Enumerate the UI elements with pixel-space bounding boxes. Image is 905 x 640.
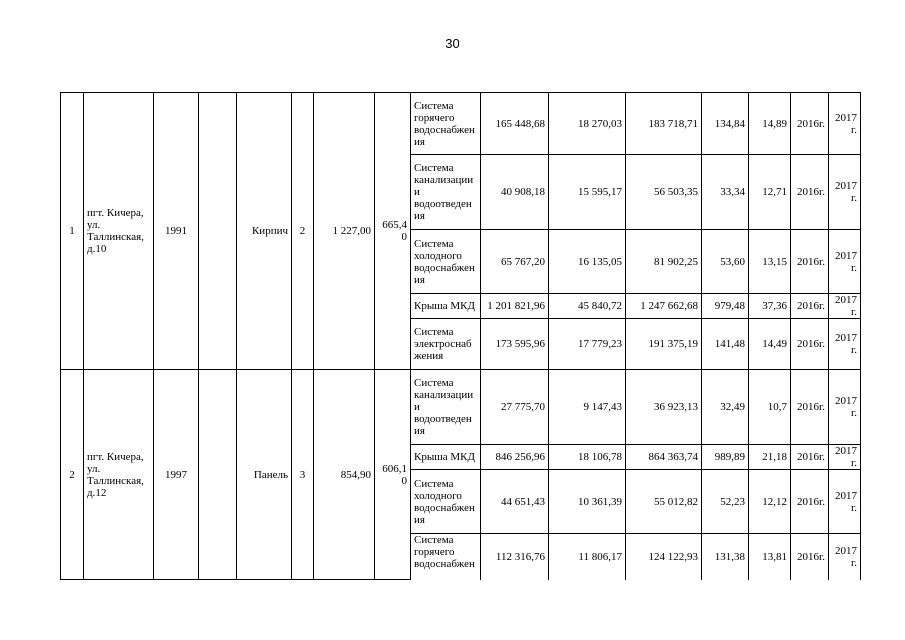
house-floors: 2 (292, 93, 314, 370)
house-address: пгт. Кичера, ул. Таллинская, д.12 (84, 370, 154, 580)
system-extra: 18 106,78 (549, 445, 626, 470)
system-per-m2: 141,48 (702, 319, 749, 370)
page-number: 30 (445, 36, 460, 51)
system-start-year: 2016г. (791, 370, 829, 445)
system-cost: 173 595,96 (481, 319, 549, 370)
system-extra: 10 361,39 (549, 470, 626, 534)
repair-program-table (60, 92, 861, 580)
house-number: 1 (61, 93, 84, 370)
system-pct: 12,71 (749, 155, 791, 230)
system-extra: 9 147,43 (549, 370, 626, 445)
system-pct: 21,18 (749, 445, 791, 470)
system-total: 1 247 662,68 (626, 294, 702, 319)
system-cost: 27 775,70 (481, 370, 549, 445)
house-area-total: 1 227,00 (314, 93, 375, 370)
house-wall-material: Панель (237, 370, 292, 580)
system-pct: 12,12 (749, 470, 791, 534)
system-start-year: 2016г. (791, 534, 829, 580)
house-blank-cell (199, 93, 237, 370)
system-end-year: 2017г. (829, 319, 861, 370)
system-cost: 44 651,43 (481, 470, 549, 534)
system-cost: 846 256,96 (481, 445, 549, 470)
system-end-year: 2017г. (829, 470, 861, 534)
system-per-m2: 979,48 (702, 294, 749, 319)
system-end-year: 2017г. (829, 155, 861, 230)
system-end-year: 2017г. (829, 534, 861, 580)
system-name: Система электроснаб жения (411, 319, 481, 370)
system-start-year: 2016г. (791, 445, 829, 470)
system-end-year: 2017г. (829, 294, 861, 319)
system-pct: 13,81 (749, 534, 791, 580)
system-pct: 37,36 (749, 294, 791, 319)
house-year: 1997 (154, 370, 199, 580)
system-start-year: 2016г. (791, 155, 829, 230)
system-extra: 11 806,17 (549, 534, 626, 580)
system-total: 124 122,93 (626, 534, 702, 580)
system-per-m2: 134,84 (702, 93, 749, 155)
system-name: Система горячего водоснабжен ия (411, 93, 481, 155)
system-start-year: 2016г. (791, 319, 829, 370)
system-per-m2: 32,49 (702, 370, 749, 445)
system-total: 864 363,74 (626, 445, 702, 470)
system-name: Крыша МКД (411, 294, 481, 319)
house-wall-material: Кирпич (237, 93, 292, 370)
system-cost: 65 767,20 (481, 230, 549, 294)
system-per-m2: 33,34 (702, 155, 749, 230)
house-number: 2 (61, 370, 84, 580)
house-area-living: 606,10 (375, 370, 411, 580)
system-extra: 18 270,03 (549, 93, 626, 155)
house-area-total: 854,90 (314, 370, 375, 580)
system-start-year: 2016г. (791, 93, 829, 155)
system-end-year: 2017г. (829, 445, 861, 470)
system-total: 56 503,35 (626, 155, 702, 230)
system-total: 55 012,82 (626, 470, 702, 534)
system-name: Система канализации и водоотведен ия (411, 370, 481, 445)
system-cost: 165 448,68 (481, 93, 549, 155)
system-extra: 17 779,23 (549, 319, 626, 370)
system-total: 191 375,19 (626, 319, 702, 370)
system-extra: 15 595,17 (549, 155, 626, 230)
system-pct: 10,7 (749, 370, 791, 445)
system-end-year: 2017г. (829, 93, 861, 155)
system-extra: 16 135,05 (549, 230, 626, 294)
table-row (61, 370, 861, 445)
system-name: Система канализации и водоотведен ия (411, 155, 481, 230)
system-name: Система горячего водоснабжен (411, 534, 481, 580)
system-per-m2: 989,89 (702, 445, 749, 470)
system-pct: 14,89 (749, 93, 791, 155)
system-start-year: 2016г. (791, 470, 829, 534)
system-pct: 13,15 (749, 230, 791, 294)
house-blank-cell (199, 370, 237, 580)
system-end-year: 2017г. (829, 370, 861, 445)
system-per-m2: 52,23 (702, 470, 749, 534)
system-start-year: 2016г. (791, 230, 829, 294)
system-name: Крыша МКД (411, 445, 481, 470)
system-extra: 45 840,72 (549, 294, 626, 319)
house-floors: 3 (292, 370, 314, 580)
system-start-year: 2016г. (791, 294, 829, 319)
house-address: пгт. Кичера, ул. Таллинская, д.10 (84, 93, 154, 370)
system-per-m2: 131,38 (702, 534, 749, 580)
system-cost: 1 201 821,96 (481, 294, 549, 319)
system-end-year: 2017г. (829, 230, 861, 294)
house-area-living: 665,40 (375, 93, 411, 370)
table-row (61, 93, 861, 155)
system-name: Система холодного водоснабжен ия (411, 470, 481, 534)
system-total: 81 902,25 (626, 230, 702, 294)
system-per-m2: 53,60 (702, 230, 749, 294)
system-total: 183 718,71 (626, 93, 702, 155)
system-total: 36 923,13 (626, 370, 702, 445)
system-pct: 14,49 (749, 319, 791, 370)
house-year: 1991 (154, 93, 199, 370)
system-name: Система холодного водоснабжен ия (411, 230, 481, 294)
system-cost: 112 316,76 (481, 534, 549, 580)
system-cost: 40 908,18 (481, 155, 549, 230)
